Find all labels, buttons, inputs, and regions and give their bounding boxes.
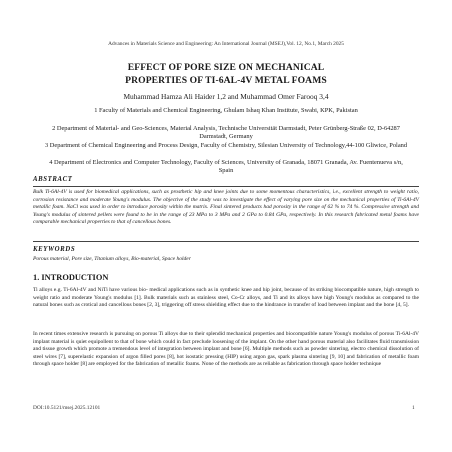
abstract-heading: ABSTRACT (33, 176, 73, 183)
affiliation-2: 2 Department of Material- and Geo-Sciences, Material Analysis, Technische Universität Darmstadt, Peter Grünberg-Straße 02, D-64287 Darmstadt, Germany (52, 125, 400, 141)
keywords-heading: KEYWORDS (33, 246, 76, 253)
affiliation-1: 1 Faculty of Materials and Chemical Engineering, Ghulam Ishaq Khan Institute, Swabi, KPK, Pakistan (94, 107, 358, 114)
author-list: Muhammad Hamza Ali Haider 1,2 and Muhammad Omer Farooq 3,4 (123, 92, 329, 101)
abstract-top-rule (33, 186, 419, 187)
affiliation-3: 3 Department of Chemical Engineering and Process Design, Faculty of Chemistry, Silesian University of Technology,44-100 Gliwice, Poland (44, 142, 408, 149)
introduction-heading: 1. INTRODUCTION (33, 273, 109, 282)
abstract-text: Bulk Ti-6Al-4V is used for biomedical applications, such as prosthetic hip and knee joints due to some momentous characteristics, i.e., excellent strength to weight ratio, corrosion resistance and moderate Young's modulus. The objective of the study was to investigate the effect of varying pore size on the mechanical properties of Ti-6Al-4V metallic foam. NaCl was used in order to introduce porosity within the matrix. Final sintered products had porosity in the range of 62 % to 74 %. Compressive strength and Young's modulus of sintered pellets were found to be in the range of 23 MPa to 3 MPa and 2 GPa to 0.84 GPa, respectively. In this research fabricated metal foams have comparable mechanical properties to that of cancellous bones. (33, 189, 419, 226)
running-head: Advances in Materials Science and Engineering: An International Journal (MSEJ),Vol. 12, No.1, March 2025 (108, 41, 344, 47)
title-line-1: EFFECT OF PORE SIZE ON MECHANICAL (127, 62, 325, 73)
keywords-text: Porous material, Pore size, Titanium alloys, Bio-material, Space holder (33, 256, 191, 262)
doi-footer: DOI:10.5121/msej.2025.12101 (33, 405, 101, 411)
title-line-2: PROPERTIES OF TI-6AL-4V METAL FOAMS (125, 75, 327, 86)
affiliation-4: 4 Department of Electronics and Computer Technology, Faculty of Sciences, University of Granada, 18071 Granada, Av. Fuentenueva s/n, Spain (49, 159, 403, 175)
paper-title (0, 61, 452, 87)
page-number: 1 (412, 405, 415, 411)
intro-paragraph-1: Ti alloys e.g. Ti-6Al-4V and NiTi have various bio- medical applications such as in synthetic knee and hip joint, because of its striking biocompatible nature, high strength to weight ratio and moderate Young's modulus [1]. Bulk materials such as stainless steel, Co-Cr alloys, and Ti and its alloys have high Young's modulus as compared to the natural bones such as crotical and cancellous bones [2, 3], triggering off stress shielding effect due to the hindrance in transfer of load between implant and the bone [4, 5]. (33, 287, 419, 309)
abstract-bottom-rule (33, 241, 419, 242)
intro-paragraph-2: In recent times extensive research is pursuing on porous Ti alloys due to their splendid mechanical properties and biocompatible nature Young's modulus of porous Ti-6Al-4V implant material is quiet equipollent to that of bone which could in fact preclude loosening of the implant. On the other hand porous material also facilitates fluid transmission and tissue growth which promote a tremendous level of integration between implant and bone [6]. Multiple methods such as powder sintering, electro chemical dissolution of steel wires [7], superelastic expansion of argon filled pores [8], hot isostatic pressing (HIP) using argon gas, spark plasma sintering [9, 10] and fabrication of metallic foam through space holder [8] are employed for the fabrication of metallic foams. None of the methods are as reliable as fabrication through space holder technique (33, 331, 419, 368)
